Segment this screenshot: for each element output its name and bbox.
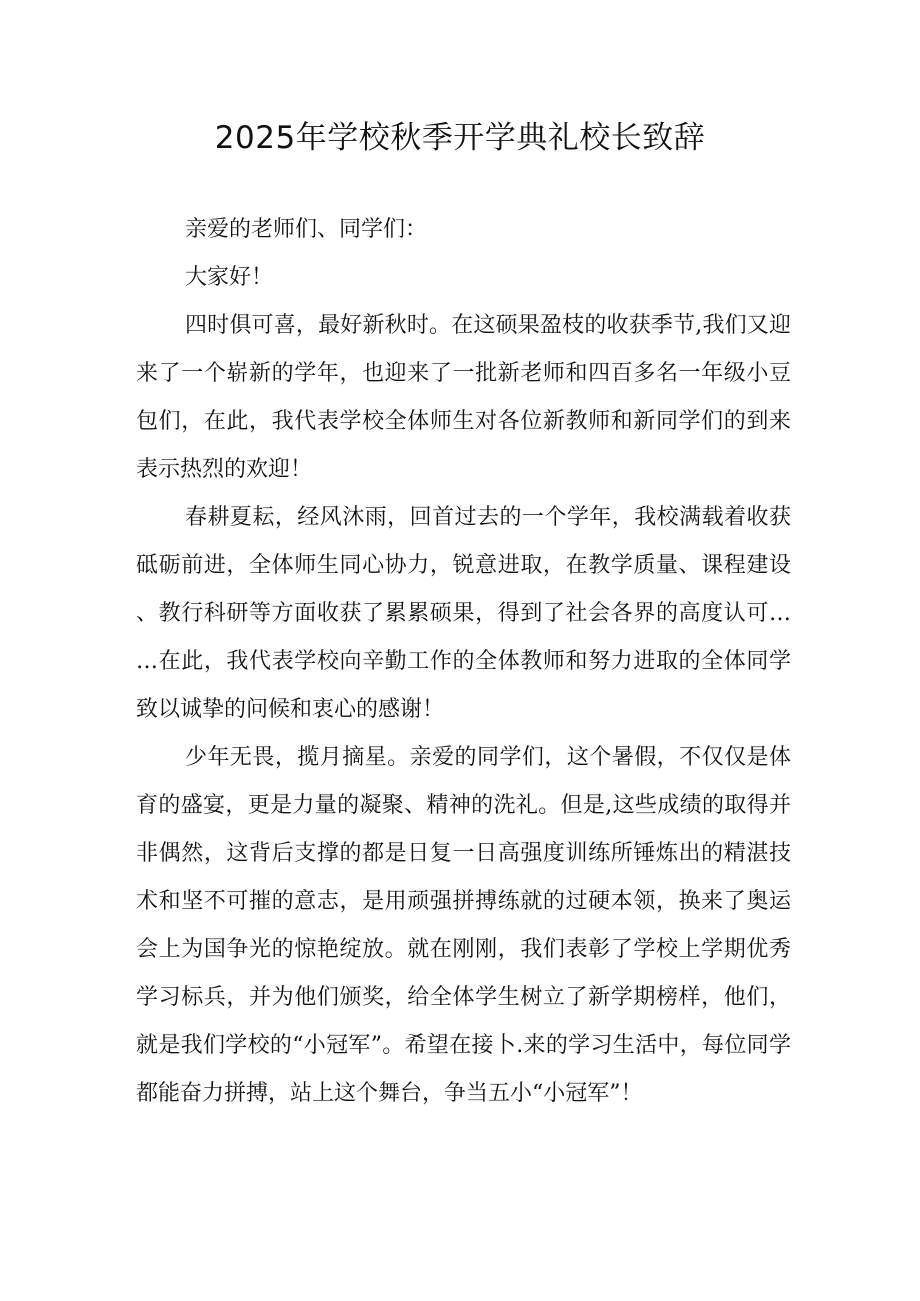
welcome-paragraph: 四时俱可喜，最好新秋时。在这硕果盈枝的收获季节,我们又迎来了一个崭新的学年，也迎来了一批新老师和四百多名一年级小豆包们，在此，我代表学校全体师生对各位新教师和新同学们的到来表示热烈的欢迎！: [136, 313, 791, 482]
review-paragraph: 春耕夏耘，经风沐雨，回首过去的一个学年，我校满载着收获砥砺前进，全体师生同心协力，锐意进取，在教学质量、课程建设、教行科研等方面收获了累累硕果，得到了社会各界的高度认可……在此，我代表学校向辛勤工作的全体教师和努力进取的全体同学致以诚挚的问候和衷心的感谢！: [136, 505, 791, 722]
salutation-paragraph: 亲爱的老师们、同学们：: [185, 217, 428, 242]
document-body: [136, 206, 791, 1118]
document-title: 2025年学校秋季开学典礼校长致辞: [214, 120, 706, 156]
greeting-paragraph: 大家好！: [185, 265, 274, 290]
encouragement-paragraph: 少年无畏，揽月摘星。亲爱的同学们，这个暑假，不仅仅是体育的盛宴，更是力量的凝聚、精神的洗礼。但是,这些成绩的取得并非偶然，这背后支撑的都是日复一日高强度训练所锤炼出的精湛技术和坚不可摧的意志，是用顽强拼搏练就的过硬本领，换来了奥运会上为国争光的惊艳绽放。就在刚刚，我们表彰了学校上学期优秀学习标兵，并为他们颁奖，给全体学生树立了新学期榜样，他们，就是我们学校的“小冠军”。希望在接卜.来的学习生活中，每位同学都能奋力拼搏，站上这个舞台，争当五小“小冠军”！: [136, 745, 791, 1106]
